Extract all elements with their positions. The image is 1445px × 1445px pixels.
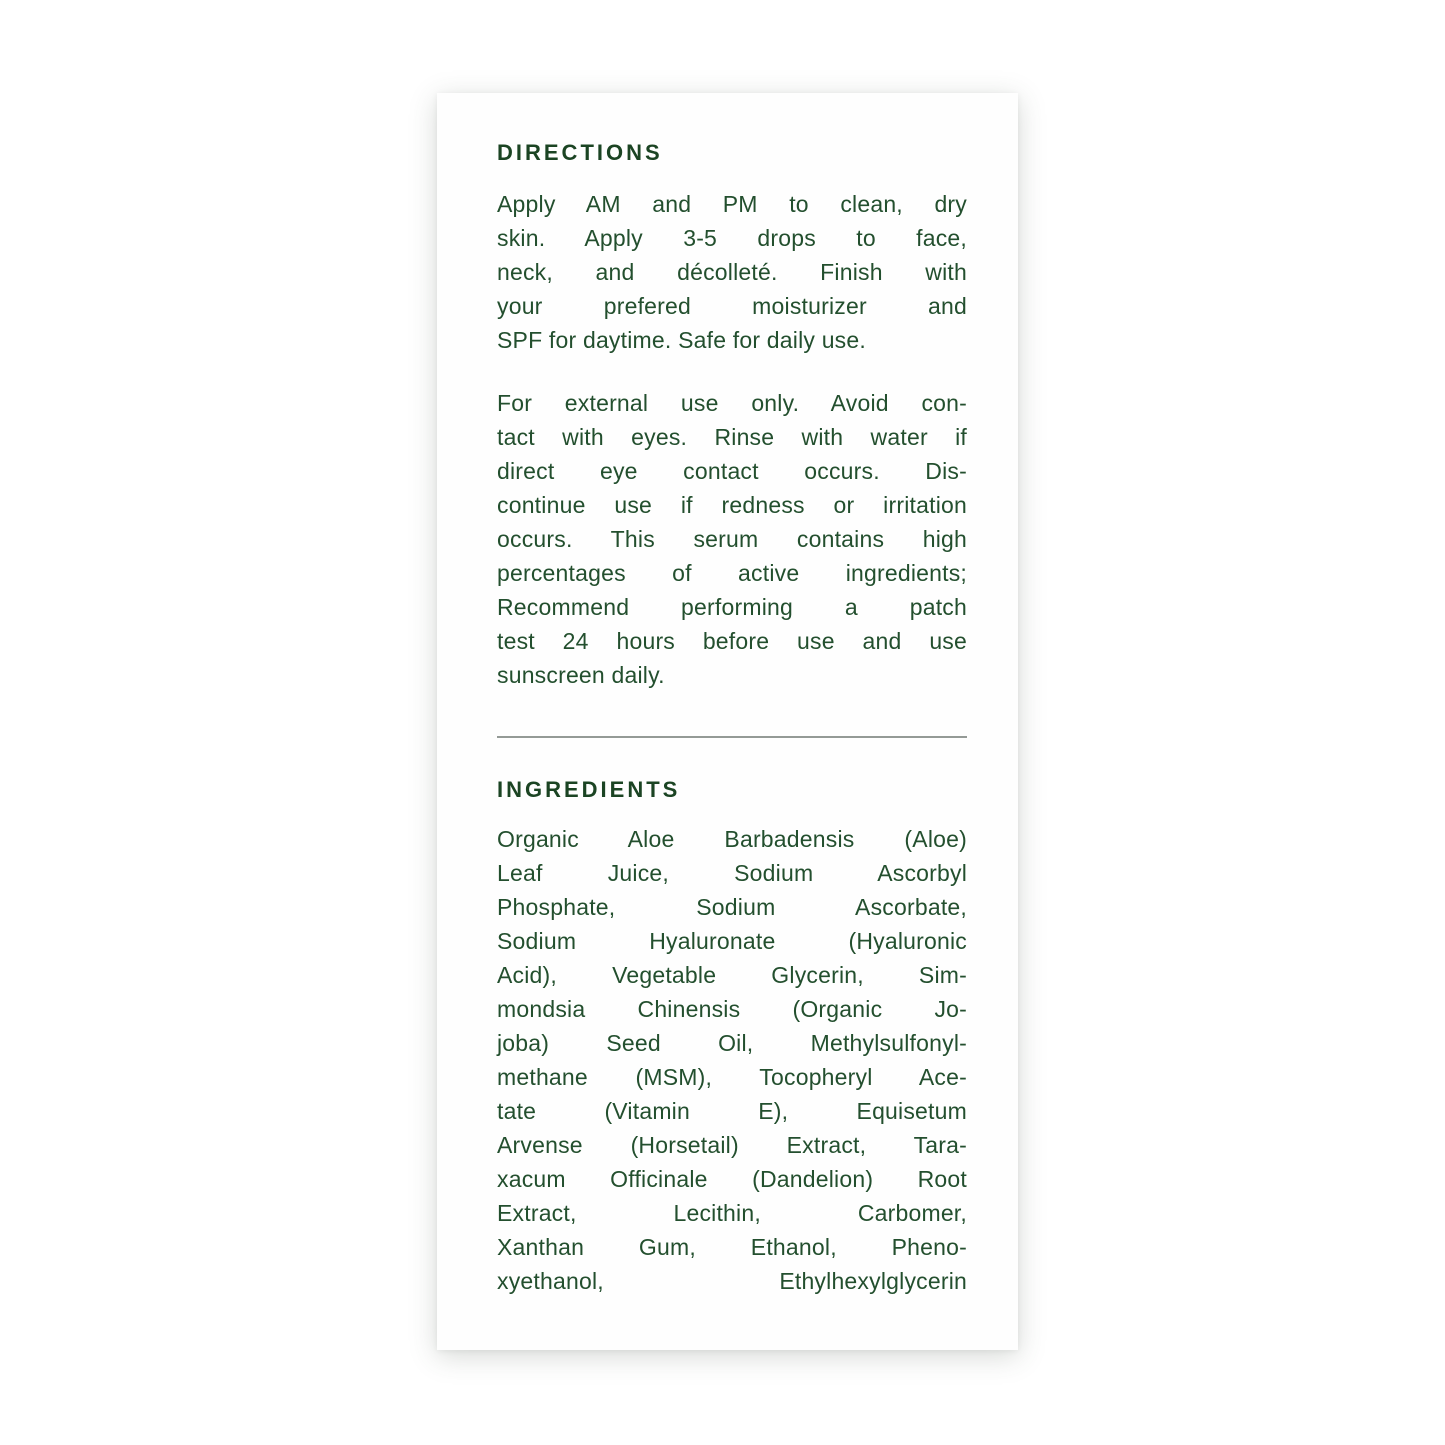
text-line: skin. Apply 3-5 drops to face, (497, 225, 967, 251)
text-line: Leaf Juice, Sodium Ascorbyl (497, 860, 967, 886)
ingredients-paragraph (497, 822, 967, 1298)
text-line: neck, and décolleté. Finish with (497, 259, 967, 285)
text-line: Arvense (Horsetail) Extract, Tara- (497, 1132, 967, 1158)
text-line: tate (Vitamin E), Equisetum (497, 1098, 967, 1124)
product-label-card (437, 93, 1018, 1350)
text-line: your prefered moisturizer and (497, 293, 967, 319)
text-line: Sodium Hyaluronate (Hyaluronic (497, 928, 967, 954)
text-line: Phosphate, Sodium Ascorbate, (497, 894, 967, 920)
text-line: Extract, Lecithin, Carbomer, (497, 1200, 967, 1226)
section-divider (497, 736, 967, 738)
text-line: xacum Officinale (Dandelion) Root (497, 1166, 967, 1192)
text-line: Recommend performing a patch (497, 594, 967, 620)
text-line: Acid), Vegetable Glycerin, Sim- (497, 962, 967, 988)
text-line: For external use only. Avoid con- (497, 390, 967, 416)
ingredients-heading: INGREDIENTS (497, 777, 681, 802)
text-line: occurs. This serum contains high (497, 526, 967, 552)
text-line: direct eye contact occurs. Dis- (497, 458, 967, 484)
text-line: percentages of active ingredients; (497, 560, 967, 586)
text-line: mondsia Chinensis (Organic Jo- (497, 996, 967, 1022)
text-line: tact with eyes. Rinse with water if (497, 424, 967, 450)
text-line: sunscreen daily. (497, 662, 665, 688)
text-line: joba) Seed Oil, Methylsulfonyl- (497, 1030, 967, 1056)
text-line: continue use if redness or irritation (497, 492, 967, 518)
directions-paragraph-usage (497, 187, 967, 357)
text-line: Apply AM and PM to clean, dry (497, 191, 967, 217)
directions-heading: DIRECTIONS (497, 140, 663, 165)
text-line: SPF for daytime. Safe for daily use. (497, 327, 866, 353)
label-text-column (497, 93, 967, 1298)
text-line: Xanthan Gum, Ethanol, Pheno- (497, 1234, 967, 1260)
text-line: Organic Aloe Barbadensis (Aloe) (497, 826, 967, 852)
directions-paragraph-warning (497, 386, 967, 692)
text-line: methane (MSM), Tocopheryl Ace- (497, 1064, 967, 1090)
text-line: xyethanol, Ethylhexylglycerin (497, 1268, 967, 1294)
text-line: test 24 hours before use and use (497, 628, 967, 654)
